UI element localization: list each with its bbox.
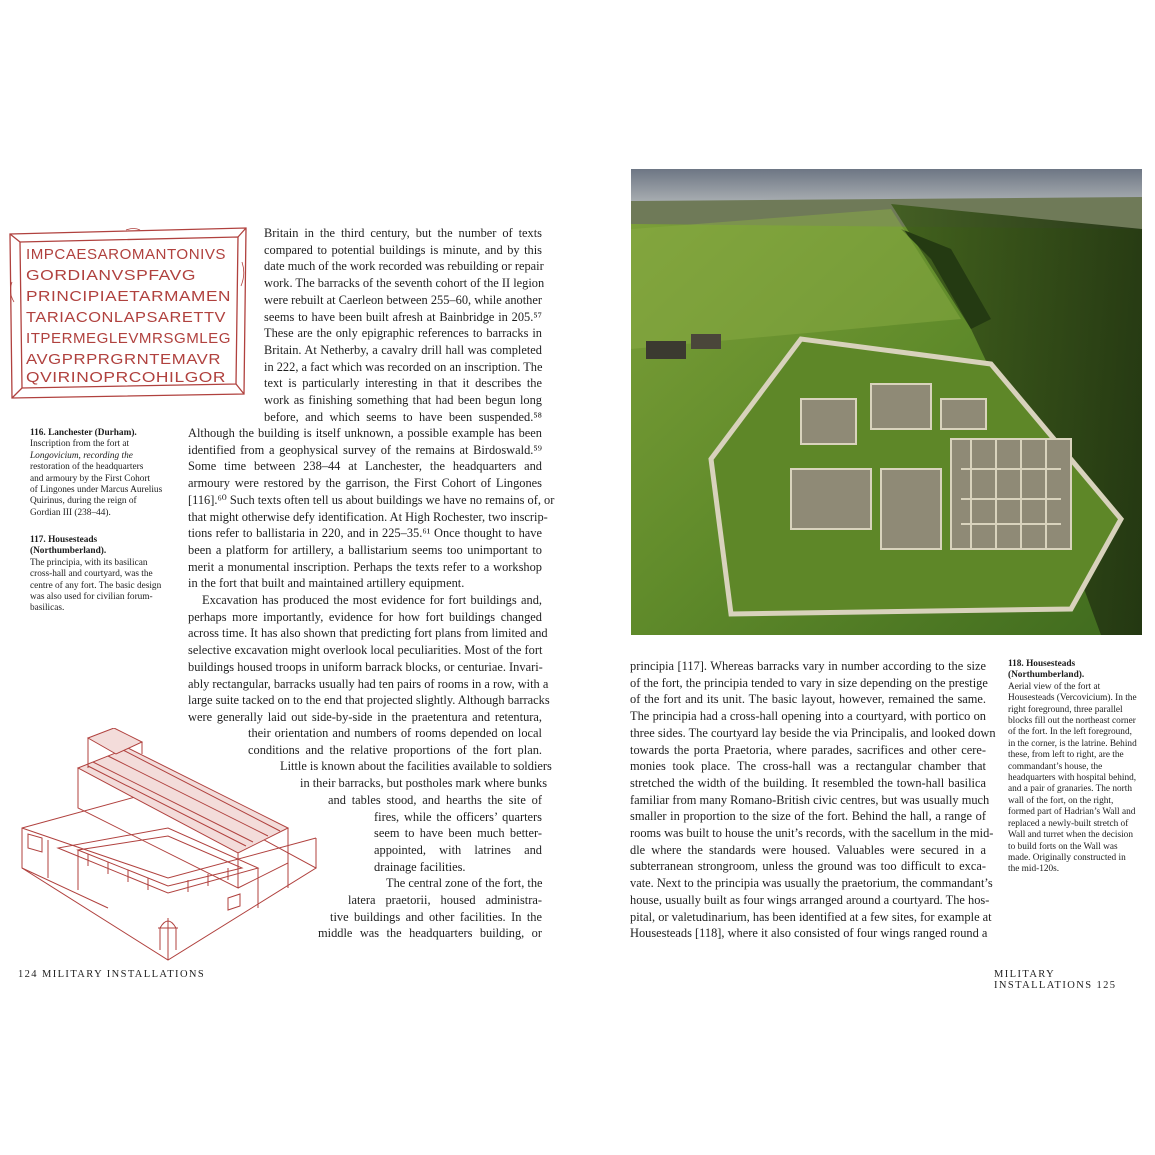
text-line: selective excavation might overlook local peculiarities. Most of the fort <box>188 643 543 658</box>
text-line: house, usually built as four wings arranged around a courtyard. The hos- <box>630 892 990 907</box>
caption-line: basilicas. <box>30 603 65 614</box>
caption-line: of Lingones under Marcus Aurelius <box>30 485 163 496</box>
caption-118 <box>1008 659 1143 876</box>
caption-line: made. Originally constructed in <box>1008 852 1126 863</box>
text-line: conditions and the relative proportions of the fort plan. <box>248 742 542 757</box>
text-line: latera praetorii, housed administra- <box>348 893 542 908</box>
text-line: subterranean strongroom, unless the ground was too difficult to exca- <box>630 859 986 874</box>
text-line: large suite tacked on to the end that projected slightly. Although barracks <box>188 693 550 708</box>
caption-117 <box>30 535 180 615</box>
inscription-line-1: IMPCAESAROMANTONIVS <box>26 246 226 263</box>
text-line: monies took place. The cross-hall was a rectangular chamber that <box>630 759 986 774</box>
text-line: The central zone of the fort, the <box>386 876 543 891</box>
caption-line: blocks fill out the northeast corner <box>1008 716 1136 727</box>
text-line: seem to have been much better- <box>374 826 542 841</box>
text-line: rooms was built to house the unit’s records, with the sacellum in the mid- <box>630 826 994 841</box>
caption-line: Inscription from the fort at <box>30 439 130 450</box>
text-line: Housesteads [118], where it also consisted of four wings ranged round a <box>630 926 988 941</box>
inscription-stone-drawing <box>6 222 250 406</box>
caption-line: and a pair of granaries. The north <box>1008 784 1132 795</box>
principia-axonometric-drawing <box>18 728 318 964</box>
text-line: were rebuilt at Caerleon between 255–60, while another <box>264 292 542 307</box>
text-line: towards the porta Praetoria, where parades, sacrifices and other cere- <box>630 742 986 757</box>
text-line: ably rectangular, barracks usually had ten pairs of rooms in a row, with a <box>188 676 549 691</box>
text-line: stretched the width of the building. It resembled the town-hall basilica <box>630 775 986 790</box>
text-line: The principia had a cross-hall opening into a courtyard, with portico on <box>630 709 986 724</box>
caption-line: Gordian III (238–44). <box>30 507 111 518</box>
text-line: were generally laid out side-by-side in the praetentura and retentura, <box>188 709 542 724</box>
text-line: work as finishing something that had been begun long <box>264 393 542 408</box>
caption-117-title: 117. Housesteads <box>30 535 98 545</box>
text-line: text is particularly interesting in that it describes the <box>264 376 542 391</box>
text-line: [116].⁶⁰ Such texts often tell us about buildings we have no remains of, or <box>188 492 555 507</box>
text-line: of the fort, the principia tended to vary in size depending on the prestige <box>630 675 988 690</box>
text-line: Little is known about the facilities available to soldiers <box>280 759 552 774</box>
text-line: drainage facilities. <box>374 859 466 874</box>
text-line: middle was the headquarters building, or <box>318 926 542 941</box>
body-text-top <box>264 225 545 425</box>
text-line: Britain. At Netherby, a cavalry drill hall was completed <box>264 342 542 357</box>
text-line: tive buildings and other facilities. In the <box>330 909 542 924</box>
text-line: in the fort that built and maintained artillery equipment. <box>188 576 465 591</box>
text-line: Although the building is itself unknown, a possible example has been <box>188 426 542 440</box>
text-line: date much of the work recorded was rebuilding or repair <box>264 259 544 274</box>
text-line: three sides. The courtyard lay beside the via Principalis, and looked down <box>630 725 996 740</box>
caption-line: Aerial view of the fort at <box>1008 681 1101 692</box>
inscription-line-2: GORDIANVSPFAVG <box>26 267 196 284</box>
text-line: Some time between 238–44 at Lanchester, the headquarters and <box>188 459 542 474</box>
caption-line: Longovicium, recording the <box>30 450 133 461</box>
text-line: and tables stood, and hearths the site of <box>328 792 542 807</box>
text-line: merit a monumental inscription. Perhaps the texts refer to a workshop <box>188 559 542 574</box>
caption-line: formed part of Hadrian’s Wall and <box>1008 807 1136 818</box>
caption-line: Wall and turret when the decision <box>1008 830 1133 841</box>
text-line: work. The barracks of the seventh cohort of the II legion <box>264 276 545 291</box>
text-line: seems to have been built afresh at Bainbridge in 205.⁵⁷ <box>264 309 542 324</box>
caption-line: headquarters with hospital behind, <box>1008 773 1137 784</box>
inscription-line-6: AVGPRPRGRNTEMAVR <box>26 351 222 368</box>
text-line: familiar from many Romano-British civic centres, but was usually much <box>630 792 990 807</box>
caption-line: wall of the fort, on the right, <box>1008 795 1114 806</box>
housesteads-aerial-photo <box>631 169 1142 635</box>
caption-line: commandant’s house, the <box>1008 761 1103 772</box>
text-line: before, and which seems to have been suspended.⁵⁸ <box>264 409 542 424</box>
text-line: in their barracks, but postholes mark where bunks <box>300 776 548 791</box>
caption-line: cross-hall and courtyard, was the <box>30 569 153 580</box>
text-line: of the fort and its unit. The basic layout, however, remained the same. <box>630 692 986 707</box>
text-line: compared to potential buildings is minute, and by this <box>264 242 542 257</box>
caption-line: and armoury by the First Cohort <box>30 473 151 484</box>
text-line: These are the only epigraphic references to barracks in <box>264 326 542 341</box>
caption-line: right foreground, three parallel <box>1008 704 1123 715</box>
text-line: tions refer to ballistaria in 220, and in 225–35.⁶¹ Once thought to have <box>188 526 542 541</box>
text-line: Britain in the third century, but the number of texts <box>264 226 542 240</box>
inscription-line-7: QVIRINOPRCOHILGOR <box>26 369 226 386</box>
caption-line: these, from left to right, are the <box>1008 750 1124 761</box>
inscription-line-4: TARIACONLAPSARETTV <box>26 309 226 326</box>
text-line: across time. It has also shown that predicting fort plans from limited and <box>188 626 548 641</box>
caption-118-title: (Northumberland). <box>1008 670 1085 681</box>
caption-line: The principia, with its basilican <box>30 557 148 568</box>
text-line: vate. Next to the principia was usually the praetorium, the commandant’s <box>630 876 993 891</box>
page-folio-right: MILITARY INSTALLATIONS 125 <box>994 969 1117 991</box>
page-folio-left: 124 MILITARY INSTALLATIONS <box>18 969 206 980</box>
caption-116-title: 116. Lanchester (Durham). <box>30 428 137 438</box>
text-line: perhaps more importantly, evidence for how fort buildings changed <box>188 609 542 624</box>
body-text-right <box>630 658 996 942</box>
caption-line: replaced a newly-built stretch of <box>1008 818 1129 829</box>
caption-line: Housesteads (Vercovicium). In the <box>1008 693 1137 704</box>
text-line: armoury were restored by the garrison, the First Cohort of Lingones <box>188 476 542 491</box>
caption-line: was also used for civilian forum- <box>30 592 153 603</box>
text-line: in 222, a fact which was recorded on an inscription. The <box>264 359 543 374</box>
aerial-photo-illustration <box>631 169 1142 635</box>
caption-line: Quirinus, during the reign of <box>30 496 137 507</box>
caption-line: centre of any fort. The basic design <box>30 580 162 591</box>
inscription-line-5: ITPERMEGLEVMRSGMLEG <box>26 330 231 347</box>
principia-figure <box>18 728 318 964</box>
caption-line: restoration of the headquarters <box>30 462 144 473</box>
text-line: their orientation and numbers of rooms depended on local <box>248 726 542 740</box>
inscription-figure <box>6 222 250 406</box>
text-line: identified from a geophysical survey of the remains at Birdoswald.⁵⁹ <box>188 442 542 457</box>
caption-line: the mid-120s. <box>1008 864 1060 875</box>
text-line: fires, while the officers’ quarters <box>374 809 542 824</box>
caption-line: in the corner, is the latrine. Behind <box>1008 738 1137 749</box>
caption-117-title: (Northumberland). <box>30 546 107 557</box>
text-line: buildings housed troops in uniform barrack blocks, or centuriae. Invari- <box>188 659 543 674</box>
caption-118-title: 118. Housesteads <box>1008 659 1076 669</box>
text-line: pital, or valetudinarium, has been identified at a few sites, for example at <box>630 909 992 924</box>
text-line: that might otherwise defy identification. At High Rochester, two inscrip- <box>188 509 548 524</box>
text-line: smaller in proportion to the size of the fort. Behind the hall, a range of <box>630 809 986 824</box>
text-line: been a platform for artillery, a ballistarium seems too unimportant to <box>188 542 542 557</box>
caption-line: to build forts on the Wall was <box>1008 841 1118 852</box>
body-text-mid <box>188 425 555 726</box>
text-line: dle where the standards were housed. Valuables were secured in a <box>630 842 986 857</box>
caption-116 <box>30 428 180 519</box>
inscription-line-3: PRINCIPIAETARMAMEN <box>26 288 231 305</box>
text-line: Excavation has produced the most evidence for fort buildings and, <box>202 593 542 608</box>
caption-line: of the fort. In the left foreground, <box>1008 727 1132 738</box>
text-line: appointed, with latrines and <box>374 842 542 857</box>
text-line: principia [117]. Whereas barracks vary in number according to the size <box>630 659 986 673</box>
